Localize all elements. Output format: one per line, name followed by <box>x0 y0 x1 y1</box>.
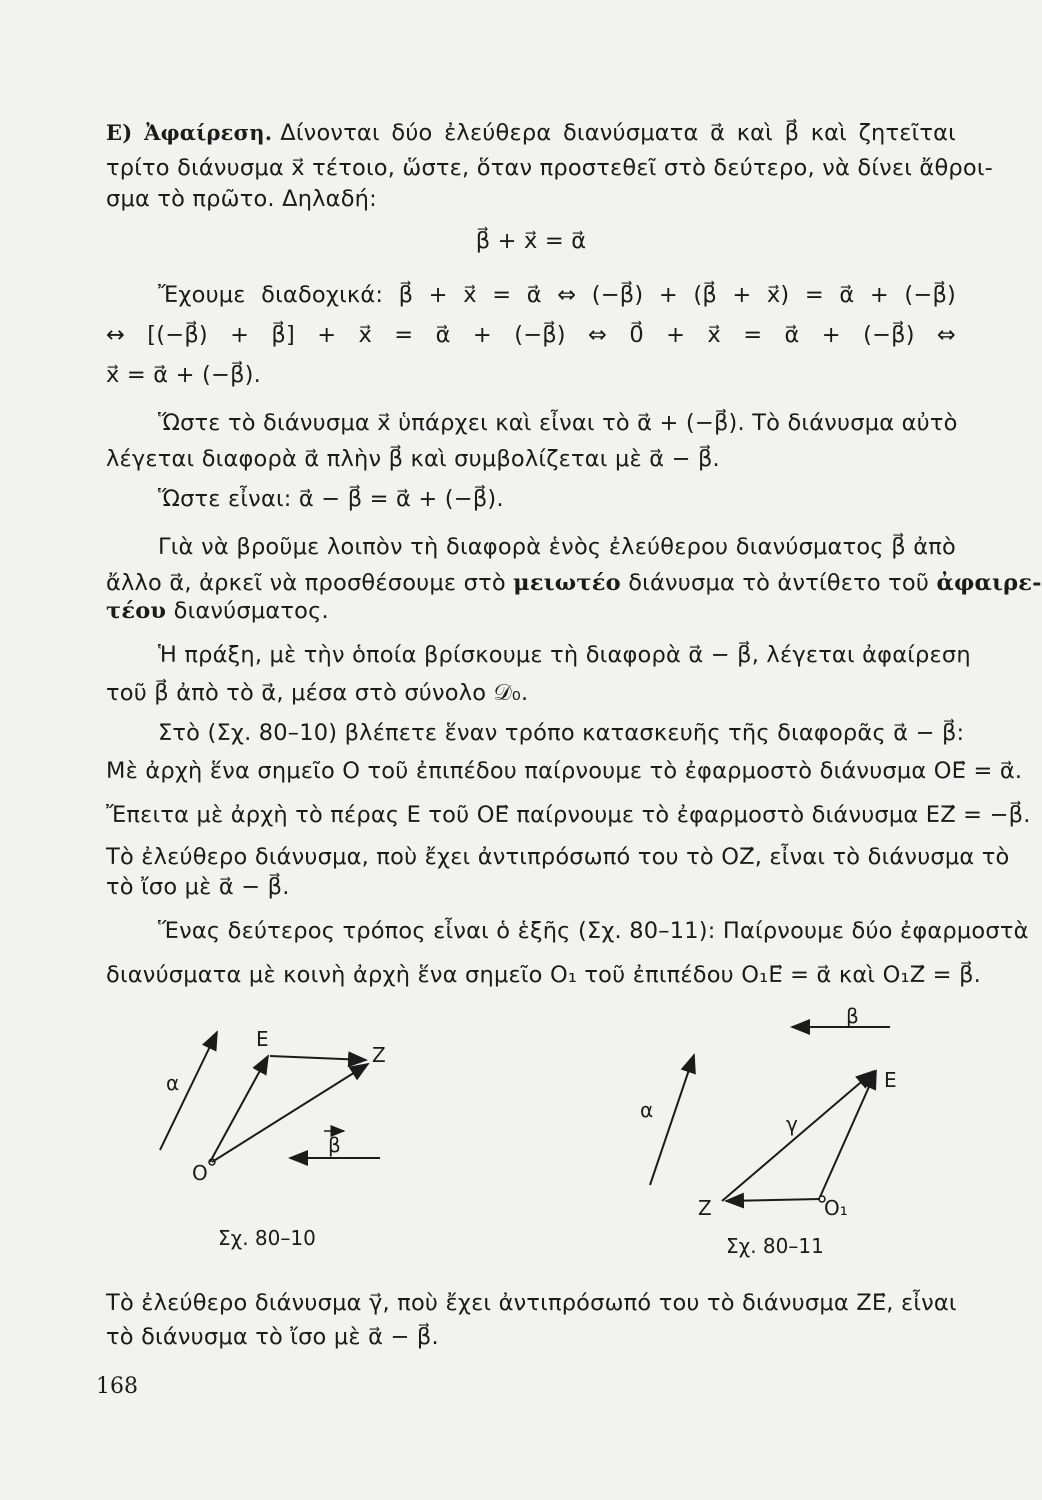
text-span: Ὥστε τὸ διάνυσμα x⃗ ὑπάρχει καὶ εἶναι τὸ α⃗ + (−β⃗). Τὸ διάνυσμα αὐτὸ <box>158 410 958 436</box>
vector-EZ <box>270 1056 366 1060</box>
text-span: ἄλλο α⃗, ἀρκεῖ νὰ προσθέσουμε στὸ <box>106 570 514 596</box>
label-b: β <box>846 1004 859 1028</box>
text-span: Ἕνας δεύτερος τρόπος εἶναι ὁ ἑξῆς (Σχ. 80–11): Παίρνουμε δύο ἐφαρμοστὰ <box>158 918 1029 944</box>
text-line-14 <box>158 640 971 670</box>
text-line-24 <box>106 1322 956 1352</box>
text-span: διάνυσμα τὸ ἀντίθετο τοῦ <box>620 570 937 596</box>
text-span: Ἡ πράξη, μὲ τὴν ὁποία βρίσκουμε τὴ διαφορὰ α⃗ − β⃗, λέγεται ἀφαίρεση <box>158 642 971 668</box>
text-span: τοῦ β⃗ ἀπὸ τὸ α⃗, μέσα στὸ σύνολο 𝒟₀. <box>106 680 529 706</box>
text-line-17 <box>106 756 1023 786</box>
text-span: Στὸ (Σχ. 80–10) βλέπετε ἕναν τρόπο κατασκευῆς τῆς διαφορᾶς α⃗ − β⃗: <box>158 720 965 746</box>
caption-80-10: Σχ. 80–10 <box>218 1226 316 1250</box>
text-line-9 <box>106 444 956 474</box>
label-a: α <box>640 1098 654 1122</box>
vector-O1E <box>820 1071 876 1197</box>
text-line-12 <box>106 568 1042 598</box>
bold-term: τέου <box>106 598 167 624</box>
text-line-1 <box>106 118 956 148</box>
section-heading: Ε) Ἀφαίρεση. <box>106 120 273 145</box>
caption-80-11: Σχ. 80–11 <box>726 1234 824 1258</box>
text-span: λέγεται διαφορὰ α⃗ πλὴν β⃗ καὶ συμβολίζεται μὲ α⃗ − β⃗. <box>106 446 720 472</box>
text-span: διανύσματος. <box>166 598 329 624</box>
text-span: ↔ [(−β⃗) + β⃗] + x⃗ = α⃗ + (−β⃗) ⇔ 0⃗ + x⃗ = α⃗ + (−β⃗) ⇔ <box>106 322 956 348</box>
text-span: τὸ ἴσο μὲ α⃗ − β⃗. <box>106 874 290 900</box>
text-line-10 <box>158 484 956 514</box>
text-span: Γιὰ νὰ βροῦμε λοιπὸν τὴ διαφορὰ ἑνὸς ἐλεύθερου διανύσματος β⃗ ἀπὸ <box>158 534 956 560</box>
vector-a-free <box>650 1055 694 1185</box>
point-O: O <box>192 1161 208 1185</box>
figure-80-11 <box>610 1005 900 1235</box>
label-b: β <box>328 1133 341 1157</box>
text-line-11 <box>158 532 956 562</box>
text-span: Τὸ ἐλεύθερο διάνυσμα, ποὺ ἔχει ἀντιπρόσωπό του τὸ ΟΖ⃗, εἶναι τὸ διάνυσμα τὸ <box>106 844 1010 870</box>
text-span: σμα τὸ πρῶτο. Δηλαδή: <box>106 186 377 212</box>
label-g: γ <box>786 1112 798 1136</box>
text-span: β⃗ + x⃗ = α⃗ <box>475 228 587 254</box>
text-line-18 <box>106 800 1031 830</box>
figure-80-10 <box>140 1020 420 1190</box>
text-line-22 <box>106 960 982 990</box>
text-span: Δίνονται δύο ἐλεύθερα διανύσματα α⃗ καὶ β⃗ καὶ ζητεῖται <box>280 120 956 146</box>
point-Z: Z <box>698 1196 712 1220</box>
text-line-2 <box>106 153 994 183</box>
text-span: Ἔπειτα μὲ ἀρχὴ τὸ πέρας Ε τοῦ ΟΕ⃗ παίρνουμε τὸ ἐφαρμοστὸ διάνυσμα ΕΖ⃗ = −β⃗. <box>106 802 1031 828</box>
text-line-20 <box>106 872 956 902</box>
point-E: E <box>884 1068 897 1092</box>
page-number: 168 <box>96 1374 138 1399</box>
vector-OZ <box>212 1064 368 1162</box>
text-span: Μὲ ἀρχὴ ἕνα σημεῖο Ο τοῦ ἐπιπέδου παίρνουμε τὸ ἐφαρμοστὸ διάνυσμα ΟΕ⃗ = α⃗. <box>106 758 1023 784</box>
text-span: διανύσματα μὲ κοινὴ ἀρχὴ ἕνα σημεῖο Ο₁ τοῦ ἐπιπέδου Ο₁Ε⃗ = α⃗ καὶ Ο₁Ζ⃗ = β⃗. <box>106 962 982 988</box>
bold-term: μειωτέο <box>513 570 621 596</box>
text-line-15 <box>106 678 956 708</box>
text-span: Τὸ ἐλεύθερο διάνυσμα γ⃗, ποὺ ἔχει ἀντιπρόσωπό του τὸ διάνυσμα ΖΕ⃗, εἶναι <box>106 1290 957 1316</box>
bold-term: ἀφαιρε- <box>936 570 1042 596</box>
text-span: x⃗ = α⃗ + (−β⃗). <box>106 362 261 388</box>
text-line-16 <box>158 718 965 748</box>
text-line-21 <box>158 916 1029 946</box>
text-span: Ὥστε εἶναι: α⃗ − β⃗ = α⃗ + (−β⃗). <box>158 486 504 512</box>
text-line-19 <box>106 842 1010 872</box>
text-line-23 <box>106 1288 956 1318</box>
vector-ZE <box>722 1071 874 1201</box>
text-line-4 <box>106 226 956 256</box>
text-span: Ἔχουμε διαδοχικά: β⃗ + x⃗ = α⃗ ⇔ (−β⃗) + (β⃗ + x⃗) = α⃗ + (−β⃗) <box>158 282 956 308</box>
text-line-7 <box>106 360 956 390</box>
text-line-6 <box>106 320 956 350</box>
text-line-8 <box>158 408 956 438</box>
point-E: E <box>256 1027 269 1051</box>
text-span: τὸ διάνυσμα τὸ ἴσο μὲ α⃗ − β⃗. <box>106 1324 439 1350</box>
text-line-5 <box>158 280 956 310</box>
text-line-13 <box>106 596 956 626</box>
text-span: τρίτο διάνυσμα x⃗ τέτοιο, ὥστε, ὅταν προστεθεῖ στὸ δεύτερο, νὰ δίνει ἄθροι- <box>106 155 994 181</box>
text-line-3 <box>106 184 956 214</box>
point-O1: O₁ <box>824 1196 848 1220</box>
vector-O1Z <box>726 1199 820 1201</box>
label-a: α <box>166 1071 180 1095</box>
point-Z: Z <box>372 1043 386 1067</box>
